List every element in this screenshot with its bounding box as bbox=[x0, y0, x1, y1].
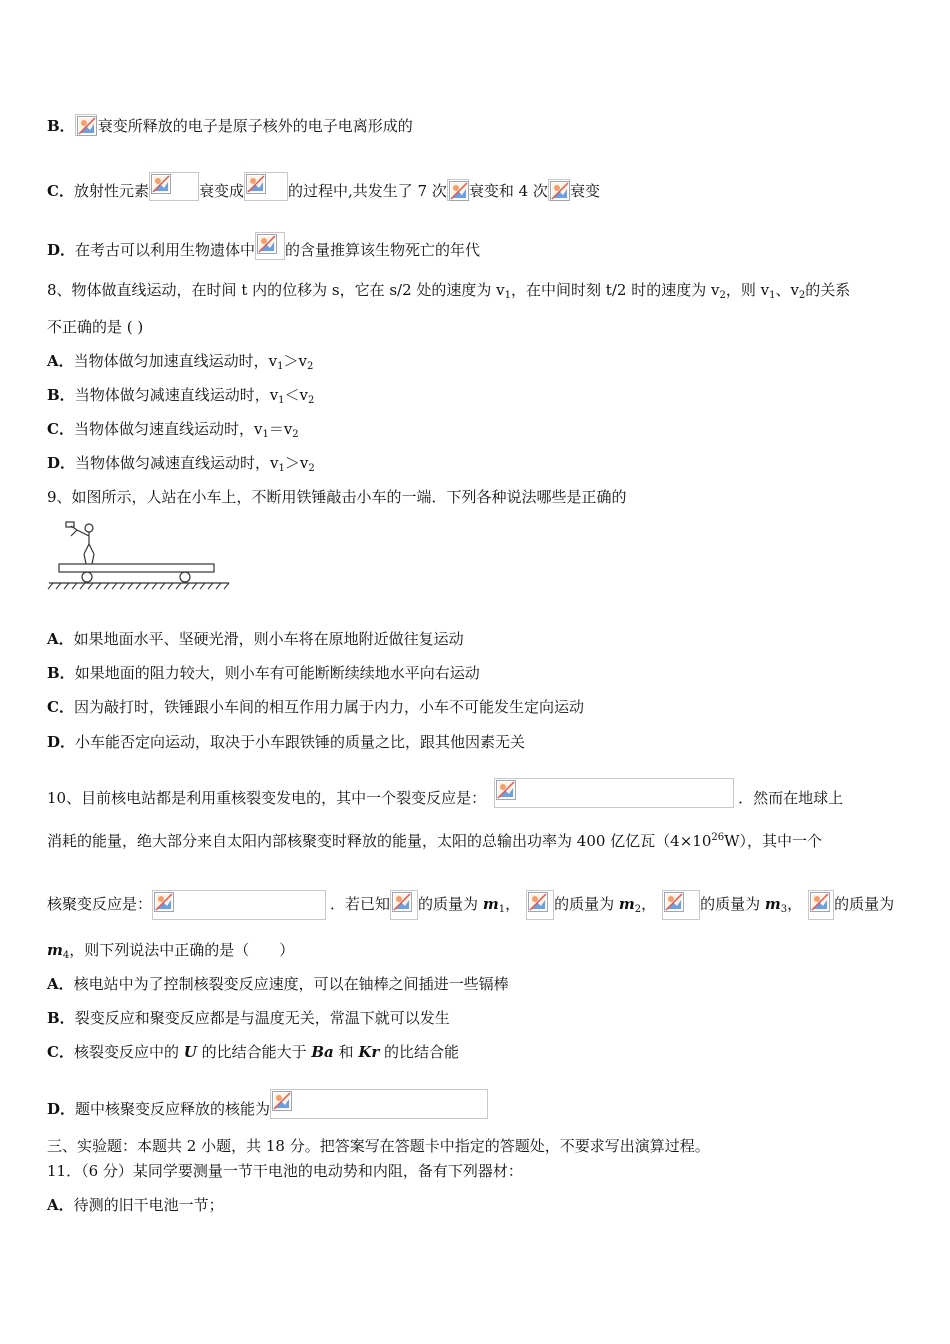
formula-image bbox=[244, 172, 288, 201]
option-text: 如果地面水平、坚硬光滑，则小车将在原地附近做往复运动 bbox=[73, 630, 464, 648]
energy-formula-image bbox=[270, 1089, 488, 1119]
subscript: 2 bbox=[634, 904, 642, 915]
q7-option-c bbox=[47, 172, 600, 201]
subscript: 4 bbox=[62, 950, 70, 961]
option-text: 当物体做匀减速直线运动时，v bbox=[75, 454, 279, 472]
q10-option-a bbox=[47, 974, 509, 994]
subscript: 1 bbox=[498, 904, 506, 915]
relation: ＜v bbox=[284, 386, 309, 404]
option-label: B． bbox=[47, 664, 75, 682]
mass-symbol: m bbox=[764, 895, 781, 913]
mass-symbol: m bbox=[47, 941, 63, 959]
q11-stem: 11．（6 分）某同学要测量一节干电池的电动势和内阻，备有下列器材： bbox=[47, 1162, 523, 1180]
text: 的比结合能 bbox=[379, 1043, 460, 1061]
q10-stem-line3 bbox=[47, 890, 894, 920]
subscript: 1 bbox=[278, 395, 285, 406]
option-text: 待测的旧干电池一节； bbox=[73, 1196, 224, 1214]
q9-option-c bbox=[47, 697, 584, 717]
fusion-equation-image bbox=[152, 890, 326, 920]
option-text: 如果地面的阻力较大，则小车有可能断断续续地水平向右运动 bbox=[74, 664, 480, 682]
text: 的比结合能大于 bbox=[196, 1043, 312, 1061]
option-label: A． bbox=[47, 352, 74, 370]
alpha-image bbox=[447, 179, 469, 201]
text: 的质量为 bbox=[834, 895, 895, 913]
option-label: B． bbox=[47, 117, 75, 135]
q10-option-c bbox=[47, 1042, 459, 1062]
q8-option-d bbox=[47, 453, 315, 479]
q10-option-b bbox=[47, 1008, 450, 1028]
option-label: A． bbox=[47, 1196, 74, 1214]
text: 的质量为 bbox=[418, 895, 483, 913]
option-text: 当物体做匀加速直线运动时，v bbox=[73, 352, 278, 370]
text: 衰变成 bbox=[198, 182, 244, 200]
formula-image bbox=[255, 232, 285, 260]
text: 10、目前核电站都是利用重核裂变发电的，其中一个裂变反应是： bbox=[47, 789, 487, 807]
q9-stem: 9、如图所示，人站在小车上，不断用铁锤敲击小车的一端．下列各种说法哪些是正确的 bbox=[47, 488, 627, 506]
nuclide-image bbox=[390, 890, 418, 920]
nuclide-image bbox=[526, 890, 554, 920]
text: ， bbox=[641, 895, 657, 913]
q9-option-b bbox=[47, 663, 480, 683]
option-label: A． bbox=[47, 630, 74, 648]
text: 的含量推算该生物死亡的年代 bbox=[285, 241, 481, 259]
text: 8、物体做直线运动，在时间 t 内的位移为 s，它在 s/2 处的速度为 v bbox=[47, 281, 505, 299]
text: 衰变和 4 次 bbox=[468, 182, 548, 200]
q10-stem-line4 bbox=[47, 940, 294, 966]
mass-symbol: m bbox=[618, 895, 635, 913]
option-label: D． bbox=[47, 1100, 76, 1118]
text: 放射性元素 bbox=[73, 182, 149, 200]
text: W），其中一个 bbox=[724, 832, 823, 850]
option-text: 因为敲打时，铁锤跟小车间的相互作用力属于内力，小车不可能发生定向运动 bbox=[73, 698, 584, 716]
text: ．若已知 bbox=[330, 895, 391, 913]
fission-equation-image bbox=[494, 778, 734, 808]
option-label: D． bbox=[47, 241, 76, 259]
broken-image-icon bbox=[75, 114, 97, 136]
text: ．然而在地球上 bbox=[738, 789, 844, 807]
beta-image bbox=[548, 179, 570, 201]
mass-symbol: m bbox=[482, 895, 499, 913]
q8-option-a bbox=[47, 351, 313, 377]
text: 的质量为 bbox=[554, 895, 619, 913]
text: 在考古可以利用生物遗体中 bbox=[75, 241, 256, 259]
relation: ＝v bbox=[268, 420, 293, 438]
option-text: 核电站中为了控制核裂变反应速度，可以在铀棒之间插进一些镉棒 bbox=[73, 975, 509, 993]
superscript: 26 bbox=[711, 832, 725, 843]
q7-option-d bbox=[47, 232, 480, 260]
q10-stem-line1 bbox=[47, 778, 843, 808]
q9-option-d bbox=[47, 732, 525, 752]
q8-option-c bbox=[47, 419, 299, 445]
text: ，则下列说法中正确的是（ ） bbox=[69, 941, 295, 959]
option-text: 题中核聚变反应释放的核能为 bbox=[75, 1100, 271, 1118]
option-label: C． bbox=[47, 420, 74, 438]
option-label: B． bbox=[47, 386, 75, 404]
option-label: B． bbox=[47, 1009, 75, 1027]
q8-stem-line2: 不正确的是 ( ) bbox=[47, 318, 144, 336]
text: ，则 v bbox=[725, 281, 770, 299]
formula-image bbox=[149, 172, 199, 201]
nuclide-image bbox=[662, 890, 700, 920]
relation: ＞v bbox=[284, 454, 309, 472]
text: 和 bbox=[333, 1043, 359, 1061]
option-label: C． bbox=[47, 182, 74, 200]
q8-option-b bbox=[47, 385, 314, 411]
text: 的关系 bbox=[805, 281, 851, 299]
section-3-heading: 三、实验题：本题共 2 小题，共 18 分。把答案写在答题卡中指定的答题处，不要求写出演算过程。 bbox=[47, 1137, 710, 1155]
option-label: D． bbox=[47, 733, 76, 751]
subscript: 1 bbox=[278, 463, 285, 474]
text: ，在中间时刻 t/2 时的速度为 v bbox=[511, 281, 720, 299]
text: 核裂变反应中的 bbox=[73, 1043, 184, 1061]
nuclide-image bbox=[808, 890, 834, 920]
subscript: 1 bbox=[769, 290, 776, 301]
text: 、v bbox=[775, 281, 799, 299]
subscript: 1 bbox=[504, 290, 512, 301]
q7-option-b bbox=[47, 114, 413, 136]
text: ， bbox=[505, 895, 521, 913]
subscript: 2 bbox=[798, 290, 806, 301]
q8-stem-line1 bbox=[47, 280, 850, 306]
option-label: C． bbox=[47, 698, 74, 716]
subscript: 1 bbox=[277, 361, 284, 372]
subscript: 1 bbox=[262, 429, 269, 440]
subscript: 2 bbox=[719, 290, 726, 301]
text: 的质量为 bbox=[700, 895, 765, 913]
option-text: 当物体做匀速直线运动时，v bbox=[73, 420, 263, 438]
option-text: 小车能否定向运动，取决于小车跟铁锤的质量之比，跟其他因素无关 bbox=[75, 733, 526, 751]
text: ， bbox=[787, 895, 803, 913]
q10-stem-line2 bbox=[47, 828, 822, 851]
q9-option-a bbox=[47, 629, 464, 649]
text: 衰变 bbox=[569, 182, 600, 200]
symbol: U bbox=[183, 1043, 197, 1061]
cart-hammer-figure bbox=[47, 518, 232, 593]
option-text: 裂变反应和聚变反应都是与温度无关，常温下就可以发生 bbox=[74, 1009, 450, 1027]
subscript: 2 bbox=[308, 395, 315, 406]
q10-option-d bbox=[47, 1089, 488, 1119]
subscript: 2 bbox=[292, 429, 299, 440]
text: 消耗的能量，绝大部分来自太阳内部核聚变时释放的能量，太阳的总输出功率为 400 亿亿瓦（4×10 bbox=[47, 832, 712, 850]
relation: ＞v bbox=[283, 352, 307, 370]
subscript: 3 bbox=[780, 904, 788, 915]
q11-option-a bbox=[47, 1195, 224, 1215]
symbol: Kr bbox=[358, 1043, 380, 1061]
option-text: 衰变所释放的电子是原子核外的电子电离形成的 bbox=[97, 117, 413, 135]
symbol: Ba bbox=[311, 1043, 334, 1061]
option-text: 当物体做匀减速直线运动时，v bbox=[74, 386, 279, 404]
option-label: D． bbox=[47, 454, 76, 472]
subscript: 2 bbox=[308, 463, 315, 474]
text: 核聚变反应是： bbox=[47, 895, 153, 913]
text: 的过程中,共发生了 7 次 bbox=[287, 182, 447, 200]
subscript: 2 bbox=[306, 361, 314, 372]
option-label: A． bbox=[47, 975, 74, 993]
option-label: C． bbox=[47, 1043, 74, 1061]
